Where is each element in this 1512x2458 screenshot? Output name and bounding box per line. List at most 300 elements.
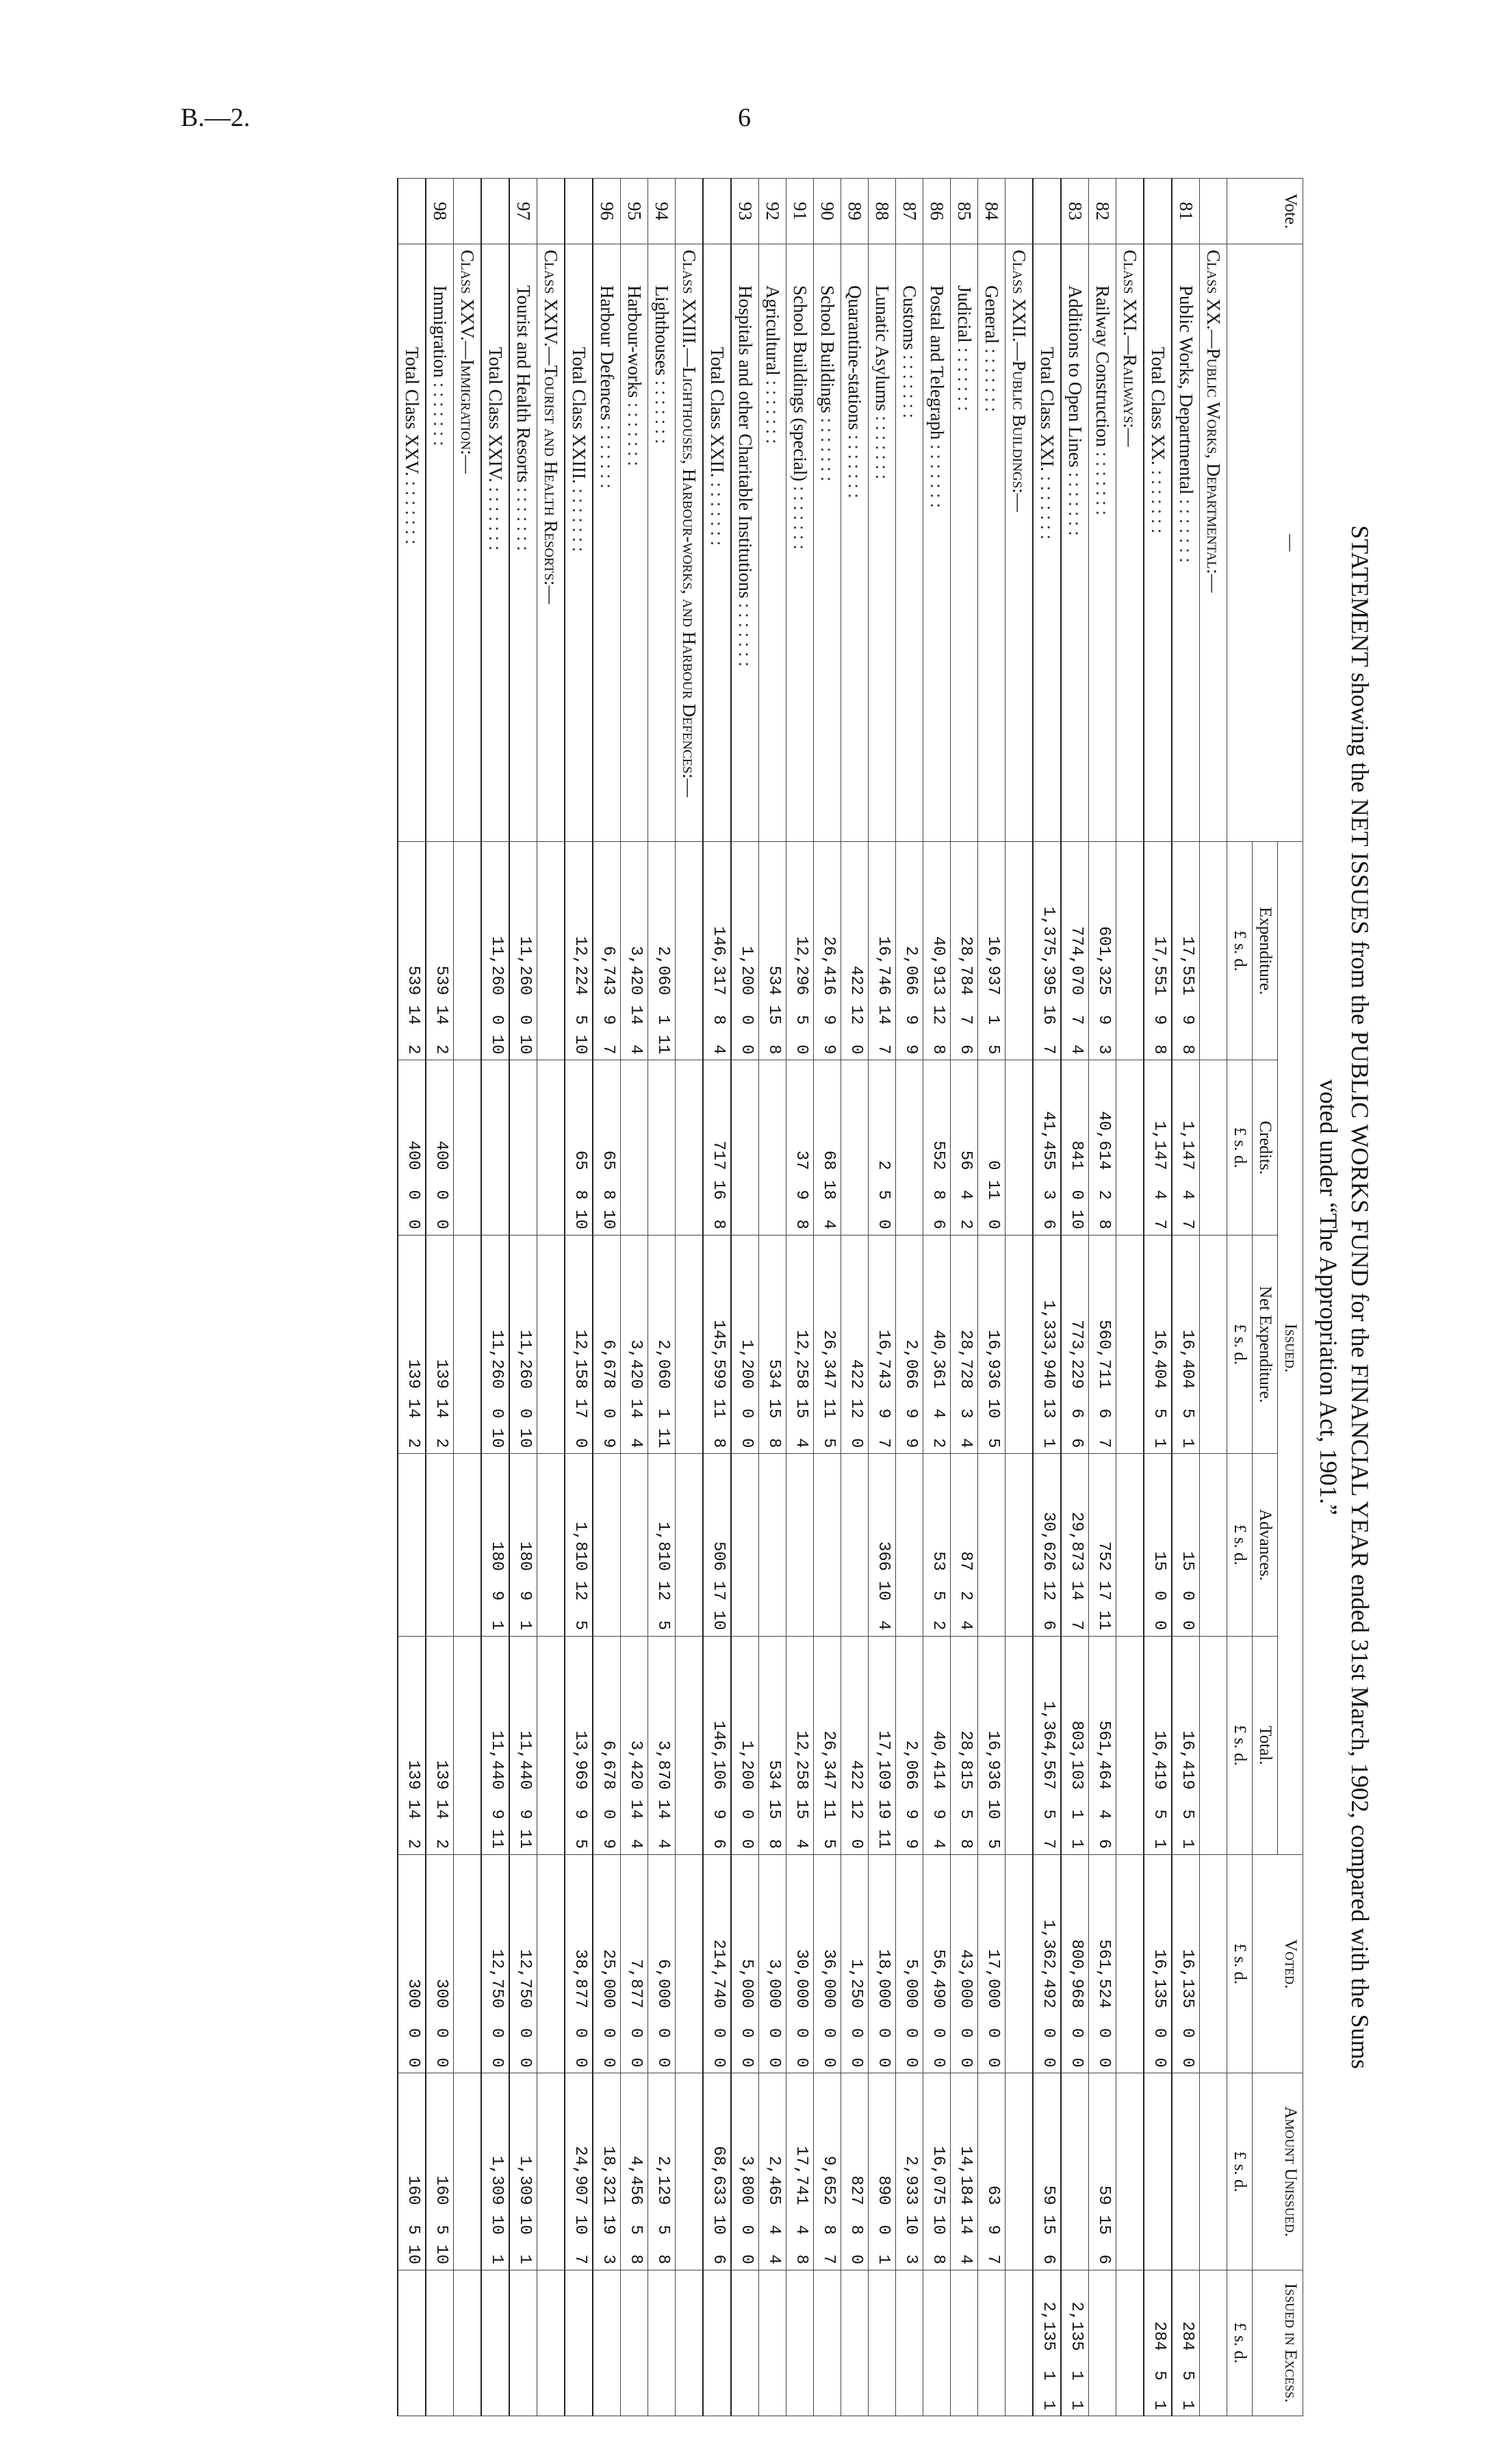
advances-cell: 366 10 4 bbox=[869, 1454, 896, 1636]
empty-cell bbox=[454, 1454, 482, 1636]
empty-cell bbox=[1200, 2073, 1227, 2270]
total-total-cell: 146,106 9 6 bbox=[703, 1636, 731, 1854]
vote-number: 92 bbox=[759, 179, 786, 244]
expenditure-cell: 16,746 14 7 bbox=[869, 841, 896, 1060]
voted-cell: 800,968 0 0 bbox=[1061, 1855, 1089, 2073]
class-total-label: Total Class XXII. : : : : : : : bbox=[703, 244, 731, 841]
vote-number: 88 bbox=[869, 179, 896, 244]
table-row bbox=[814, 179, 841, 2416]
table-row bbox=[648, 179, 676, 2416]
total-expenditure-cell: 1,375,395 16 7 bbox=[1033, 841, 1061, 1060]
total-excess-cell bbox=[398, 2270, 426, 2416]
total-cell: 1,200 0 0 bbox=[731, 1636, 759, 1854]
total-total-cell: 13,969 9 5 bbox=[565, 1636, 593, 1854]
voted-cell: 6,000 0 0 bbox=[648, 1855, 676, 2073]
total-cell: 422 12 0 bbox=[841, 1636, 869, 1854]
class-heading-row bbox=[1200, 179, 1227, 2416]
empty-cell bbox=[676, 2270, 704, 2416]
empty-cell bbox=[1200, 1855, 1227, 2073]
unissued-cell: 17,741 4 8 bbox=[786, 2073, 814, 2270]
vote-cell bbox=[481, 179, 509, 244]
excess-cell: 2,135 1 1 bbox=[1061, 2270, 1089, 2416]
excess-cell bbox=[621, 2270, 648, 2416]
credits-cell: 2 5 0 bbox=[869, 1060, 896, 1236]
empty-cell bbox=[454, 1235, 482, 1453]
empty-cell bbox=[1116, 1454, 1144, 1636]
table-row bbox=[509, 179, 537, 2416]
empty-cell bbox=[676, 1636, 704, 1854]
empty-cell bbox=[1116, 2073, 1144, 2270]
class-heading-row bbox=[1005, 179, 1034, 2416]
table-row bbox=[731, 179, 759, 2416]
vote-cell bbox=[1144, 179, 1172, 244]
credits-cell: 0 11 0 bbox=[978, 1060, 1005, 1236]
total-excess-cell: 2,135 1 1 bbox=[1033, 2270, 1061, 2416]
empty-cell bbox=[1005, 1454, 1034, 1636]
empty-cell bbox=[537, 2073, 565, 2270]
net-cell: 1,200 0 0 bbox=[731, 1235, 759, 1453]
net-cell: 40,361 4 2 bbox=[923, 1235, 951, 1453]
total-net-cell: 16,404 5 1 bbox=[1144, 1235, 1172, 1453]
empty-cell bbox=[1005, 2073, 1034, 2270]
credits-cell bbox=[621, 1060, 648, 1236]
total-total-cell: 11,440 9 11 bbox=[481, 1636, 509, 1854]
voted-cell: 5,000 0 0 bbox=[731, 1855, 759, 2073]
expenditure-cell: 40,913 12 8 bbox=[923, 841, 951, 1060]
total-unissued-cell: 59 15 6 bbox=[1033, 2073, 1061, 2270]
total-cell: 16,419 5 1 bbox=[1172, 1636, 1200, 1854]
empty-cell bbox=[1200, 1235, 1227, 1453]
voted-cell: 5,000 0 0 bbox=[896, 1855, 923, 2073]
total-cell: 2,066 9 9 bbox=[896, 1636, 923, 1854]
total-unissued-cell: 160 5 10 bbox=[398, 2073, 426, 2270]
net-cell: 16,743 9 7 bbox=[869, 1235, 896, 1453]
table-row bbox=[841, 179, 869, 2416]
total-cell: 3,870 14 4 bbox=[648, 1636, 676, 1854]
table-row bbox=[593, 179, 621, 2416]
table-row bbox=[896, 179, 923, 2416]
class-heading-row bbox=[1116, 179, 1144, 2416]
empty-cell bbox=[454, 2073, 482, 2270]
excess-cell bbox=[1089, 2270, 1116, 2416]
statement-body bbox=[398, 179, 1227, 2416]
credits-cell: 68 18 4 bbox=[814, 1060, 841, 1236]
unissued-cell: 4,456 5 8 bbox=[621, 2073, 648, 2270]
excess-cell bbox=[923, 2270, 951, 2416]
currency-units-label: £ s. d. bbox=[1227, 2073, 1253, 2270]
advances-cell: 29,873 14 7 bbox=[1061, 1454, 1089, 1636]
advances-cell bbox=[593, 1454, 621, 1636]
total-cell: 28,815 5 8 bbox=[951, 1636, 978, 1854]
advances-cell bbox=[786, 1454, 814, 1636]
empty-cell bbox=[454, 1855, 482, 2073]
class-heading: Class XX.—Public Works, Departmental:— bbox=[1200, 244, 1227, 841]
total-cell: 803,103 1 1 bbox=[1061, 1636, 1089, 1854]
vote-number: 81 bbox=[1172, 179, 1200, 244]
voted-cell: 25,000 0 0 bbox=[593, 1855, 621, 2073]
unissued-cell: 2,465 4 4 bbox=[759, 2073, 786, 2270]
empty-cell bbox=[1200, 1454, 1227, 1636]
total-voted-cell: 16,135 0 0 bbox=[1144, 1855, 1172, 2073]
class-total-row bbox=[398, 179, 426, 2416]
table-row bbox=[1172, 179, 1200, 2416]
total-cell: 3,420 14 4 bbox=[621, 1636, 648, 1854]
unissued-cell: 160 5 10 bbox=[426, 2073, 454, 2270]
empty-cell bbox=[537, 1636, 565, 1854]
empty-cell bbox=[537, 1060, 565, 1236]
total-credits-cell: 1,147 4 7 bbox=[1144, 1060, 1172, 1236]
empty-cell bbox=[676, 1060, 704, 1236]
item-name: Lunatic Asylums : : : : : : : bbox=[869, 244, 896, 841]
total-advances-cell: 1,810 12 5 bbox=[565, 1454, 593, 1636]
excess-cell bbox=[426, 2270, 454, 2416]
empty-cell bbox=[537, 841, 565, 1060]
vote-number: 95 bbox=[621, 179, 648, 244]
vote-number: 94 bbox=[648, 179, 676, 244]
vote-number: 89 bbox=[841, 179, 869, 244]
item-name: Quarantine-stations : : : : : : : bbox=[841, 244, 869, 841]
expenditure-cell: 2,066 9 9 bbox=[896, 841, 923, 1060]
empty-cell bbox=[1005, 2270, 1034, 2416]
class-total-row bbox=[1033, 179, 1061, 2416]
total-cell: 534 15 8 bbox=[759, 1636, 786, 1854]
class-total-row bbox=[481, 179, 509, 2416]
total-cell: 40,414 9 4 bbox=[923, 1636, 951, 1854]
credits-cell: 65 8 10 bbox=[593, 1060, 621, 1236]
total-credits-cell: 65 8 10 bbox=[565, 1060, 593, 1236]
vote-cell bbox=[703, 179, 731, 244]
vote-cell bbox=[1200, 179, 1227, 244]
vote-header: Vote. bbox=[1227, 179, 1303, 244]
class-total-row bbox=[565, 179, 593, 2416]
advances-header: Advances. bbox=[1253, 1454, 1278, 1636]
total-unissued-cell bbox=[1144, 2073, 1172, 2270]
item-name: Public Works, Departmental : : : : : : : bbox=[1172, 244, 1200, 841]
currency-units-label: £ s. d. bbox=[1227, 1235, 1253, 1453]
item-name: Judicial : : : : : : : bbox=[951, 244, 978, 841]
total-net-cell: 12,158 17 0 bbox=[565, 1235, 593, 1453]
total-cell: 561,464 4 6 bbox=[1089, 1636, 1116, 1854]
expenditure-cell: 2,060 1 11 bbox=[648, 841, 676, 1060]
excess-cell bbox=[648, 2270, 676, 2416]
total-total-cell: 1,364,567 5 7 bbox=[1033, 1636, 1061, 1854]
expenditure-cell: 26,416 9 9 bbox=[814, 841, 841, 1060]
empty-cell bbox=[1005, 1060, 1034, 1236]
excess-cell bbox=[869, 2270, 896, 2416]
credits-cell: 56 4 2 bbox=[951, 1060, 978, 1236]
credits-cell: 40,614 2 8 bbox=[1089, 1060, 1116, 1236]
vote-cell bbox=[565, 179, 593, 244]
voted-cell: 561,524 0 0 bbox=[1089, 1855, 1116, 2073]
total-advances-cell: 180 9 1 bbox=[481, 1454, 509, 1636]
rotated-statement-page bbox=[171, 178, 1376, 2416]
voted-cell: 36,000 0 0 bbox=[814, 1855, 841, 2073]
statement-table bbox=[397, 178, 1303, 2416]
expenditure-cell: 12,296 5 0 bbox=[786, 841, 814, 1060]
total-net-cell: 1,333,940 13 1 bbox=[1033, 1235, 1061, 1453]
vote-number: 91 bbox=[786, 179, 814, 244]
empty-cell bbox=[454, 1636, 482, 1854]
table-row bbox=[1089, 179, 1116, 2416]
vote-number: 86 bbox=[923, 179, 951, 244]
empty-cell bbox=[1116, 1060, 1144, 1236]
total-advances-cell: 30,626 12 6 bbox=[1033, 1454, 1061, 1636]
total-cell: 11,440 9 11 bbox=[509, 1636, 537, 1854]
table-row bbox=[759, 179, 786, 2416]
vote-number: 98 bbox=[426, 179, 454, 244]
total-advances-cell: 15 0 0 bbox=[1144, 1454, 1172, 1636]
expenditure-header: Expenditure. bbox=[1253, 841, 1278, 1060]
class-heading-row bbox=[454, 179, 482, 2416]
empty-cell bbox=[1116, 1636, 1144, 1854]
empty-cell bbox=[537, 2270, 565, 2416]
item-name: School Buildings (special) : : : : : : : bbox=[786, 244, 814, 841]
currency-units-label: £ s. d. bbox=[1227, 1636, 1253, 1854]
unissued-cell: 2,129 5 8 bbox=[648, 2073, 676, 2270]
total-expenditure-cell: 11,260 0 10 bbox=[481, 841, 509, 1060]
net-cell: 28,728 3 4 bbox=[951, 1235, 978, 1453]
item-name: Agricultural : : : : : : : bbox=[759, 244, 786, 841]
total-cell: 139 14 2 bbox=[426, 1636, 454, 1854]
currency-units-label: £ s. d. bbox=[1227, 841, 1253, 1060]
expenditure-cell: 1,200 0 0 bbox=[731, 841, 759, 1060]
advances-cell: 53 5 2 bbox=[923, 1454, 951, 1636]
total-excess-cell bbox=[703, 2270, 731, 2416]
voted-cell: 16,135 0 0 bbox=[1172, 1855, 1200, 2073]
total-cell: 16,936 10 5 bbox=[978, 1636, 1005, 1854]
excess-cell bbox=[841, 2270, 869, 2416]
expenditure-cell: 11,260 0 10 bbox=[509, 841, 537, 1060]
credits-cell: 841 0 10 bbox=[1061, 1060, 1089, 1236]
item-name: Harbour Defences : : : : : : : bbox=[593, 244, 621, 841]
class-heading-row bbox=[537, 179, 565, 2416]
table-row bbox=[621, 179, 648, 2416]
net-cell: 773,229 6 6 bbox=[1061, 1235, 1089, 1453]
page-number: 6 bbox=[738, 103, 751, 132]
voted-cell: 17,000 0 0 bbox=[978, 1855, 1005, 2073]
advances-cell bbox=[759, 1454, 786, 1636]
class-heading: Class XXI.—Railways:— bbox=[1116, 244, 1144, 841]
credits-cell bbox=[896, 1060, 923, 1236]
advances-cell bbox=[731, 1454, 759, 1636]
advances-cell: 180 9 1 bbox=[509, 1454, 537, 1636]
total-cell: 26,347 11 5 bbox=[814, 1636, 841, 1854]
class-total-label: Total Class XXIV. : : : : : : : bbox=[481, 244, 509, 841]
empty-cell bbox=[1005, 1636, 1034, 1854]
advances-cell bbox=[621, 1454, 648, 1636]
total-credits-cell: 400 0 0 bbox=[398, 1060, 426, 1236]
empty-cell bbox=[454, 2270, 482, 2416]
vote-cell bbox=[676, 179, 704, 244]
voted-cell: 1,250 0 0 bbox=[841, 1855, 869, 2073]
net-cell: 422 12 0 bbox=[841, 1235, 869, 1453]
unissued-cell: 16,075 10 8 bbox=[923, 2073, 951, 2270]
table-row bbox=[786, 179, 814, 2416]
unissued-cell: 9,652 8 7 bbox=[814, 2073, 841, 2270]
class-total-row bbox=[1144, 179, 1172, 2416]
currency-units-label: £ s. d. bbox=[1227, 1060, 1253, 1236]
item-name: Lighthouses : : : : : : : bbox=[648, 244, 676, 841]
unissued-cell: 827 8 0 bbox=[841, 2073, 869, 2270]
vote-cell bbox=[454, 179, 482, 244]
voted-cell: 43,000 0 0 bbox=[951, 1855, 978, 2073]
expenditure-cell: 534 15 8 bbox=[759, 841, 786, 1060]
net-cell: 16,404 5 1 bbox=[1172, 1235, 1200, 1453]
empty-cell bbox=[1005, 1235, 1034, 1453]
empty-cell bbox=[1116, 2270, 1144, 2416]
credits-cell bbox=[841, 1060, 869, 1236]
item-name: Immigration : : : : : : : bbox=[426, 244, 454, 841]
table-row bbox=[923, 179, 951, 2416]
empty-cell bbox=[1200, 1060, 1227, 1236]
total-total-cell: 16,419 5 1 bbox=[1144, 1636, 1172, 1854]
class-heading: Class XXV.—Immigration:— bbox=[454, 244, 482, 841]
voted-cell: 7,877 0 0 bbox=[621, 1855, 648, 2073]
net-cell: 11,260 0 10 bbox=[509, 1235, 537, 1453]
excess-cell bbox=[896, 2270, 923, 2416]
total-excess-cell: 284 5 1 bbox=[1144, 2270, 1172, 2416]
excess-cell bbox=[951, 2270, 978, 2416]
advances-cell bbox=[426, 1454, 454, 1636]
credits-cell bbox=[759, 1060, 786, 1236]
net-cell: 534 15 8 bbox=[759, 1235, 786, 1453]
vote-number: 93 bbox=[731, 179, 759, 244]
empty-cell bbox=[454, 841, 482, 1060]
total-cell: 6,678 0 9 bbox=[593, 1636, 621, 1854]
unissued-cell: 890 0 1 bbox=[869, 2073, 896, 2270]
voted-cell: 56,490 0 0 bbox=[923, 1855, 951, 2073]
total-credits-cell: 717 16 8 bbox=[703, 1060, 731, 1236]
advances-cell bbox=[896, 1454, 923, 1636]
unissued-header: Amount Unissued. bbox=[1253, 2073, 1303, 2270]
unissued-cell: 63 9 7 bbox=[978, 2073, 1005, 2270]
total-excess-cell bbox=[481, 2270, 509, 2416]
unissued-cell: 3,800 0 0 bbox=[731, 2073, 759, 2270]
expenditure-cell: 3,420 14 4 bbox=[621, 841, 648, 1060]
class-total-row bbox=[703, 179, 731, 2416]
credits-cell bbox=[509, 1060, 537, 1236]
voted-cell: 300 0 0 bbox=[426, 1855, 454, 2073]
advances-cell bbox=[978, 1454, 1005, 1636]
class-heading: Class XXII.—Public Buildings:— bbox=[1005, 244, 1034, 841]
class-total-label: Total Class XX. : : : : : : : bbox=[1144, 244, 1172, 841]
total-cell: 12,258 15 4 bbox=[786, 1636, 814, 1854]
class-heading: Class XXIII.—Lighthouses, Harbour-works, and Harbour Defences:— bbox=[676, 244, 704, 841]
table-row bbox=[426, 179, 454, 2416]
total-expenditure-cell: 539 14 2 bbox=[398, 841, 426, 1060]
total-voted-cell: 300 0 0 bbox=[398, 1855, 426, 2073]
description-header: — bbox=[1227, 244, 1303, 841]
item-name: Customs : : : : : : : bbox=[896, 244, 923, 841]
vote-number: 87 bbox=[896, 179, 923, 244]
excess-cell bbox=[814, 2270, 841, 2416]
total-voted-cell: 12,750 0 0 bbox=[481, 1855, 509, 2073]
advances-cell: 15 0 0 bbox=[1172, 1454, 1200, 1636]
net-cell: 16,936 10 5 bbox=[978, 1235, 1005, 1453]
unissued-cell: 14,184 14 4 bbox=[951, 2073, 978, 2270]
unissued-cell bbox=[1061, 2073, 1089, 2270]
total-advances-cell: 506 17 10 bbox=[703, 1454, 731, 1636]
empty-cell bbox=[537, 1454, 565, 1636]
currency-units-label: £ s. d. bbox=[1227, 2270, 1253, 2416]
advances-cell bbox=[841, 1454, 869, 1636]
empty-cell bbox=[537, 1855, 565, 2073]
table-row bbox=[1061, 179, 1089, 2416]
unissued-cell: 1,309 10 1 bbox=[509, 2073, 537, 2270]
excess-cell bbox=[978, 2270, 1005, 2416]
statement-title bbox=[1313, 178, 1376, 2416]
expenditure-cell: 17,551 9 8 bbox=[1172, 841, 1200, 1060]
class-heading: Class XXIV.—Tourist and Health Resorts:— bbox=[537, 244, 565, 841]
vote-number: 82 bbox=[1089, 179, 1116, 244]
advances-cell bbox=[814, 1454, 841, 1636]
credits-cell bbox=[648, 1060, 676, 1236]
excess-cell: 284 5 1 bbox=[1172, 2270, 1200, 2416]
total-advances-cell bbox=[398, 1454, 426, 1636]
item-name: Additions to Open Lines : : : : : : : bbox=[1061, 244, 1089, 841]
credits-cell bbox=[731, 1060, 759, 1236]
vote-cell bbox=[537, 179, 565, 244]
voted-header: Voted. bbox=[1253, 1855, 1303, 2073]
table-row bbox=[951, 179, 978, 2416]
total-net-cell: 139 14 2 bbox=[398, 1235, 426, 1453]
item-name: School Buildings : : : : : : : bbox=[814, 244, 841, 841]
item-name: General : : : : : : : bbox=[978, 244, 1005, 841]
credits-cell: 37 9 8 bbox=[786, 1060, 814, 1236]
item-name: Harbour-works : : : : : : : bbox=[621, 244, 648, 841]
unissued-cell: 18,321 19 3 bbox=[593, 2073, 621, 2270]
voted-cell: 12,750 0 0 bbox=[509, 1855, 537, 2073]
title-line-1: STATEMENT showing the NET ISSUES from the PUBLIC WORKS FUND for the FINANCIAL YEAR ended 31st March, 1902, compared with the Sums bbox=[1346, 525, 1374, 2069]
voted-cell: 3,000 0 0 bbox=[759, 1855, 786, 2073]
empty-cell bbox=[454, 1060, 482, 1236]
credits-header: Credits. bbox=[1253, 1060, 1278, 1236]
total-credits-cell: 41,455 3 6 bbox=[1033, 1060, 1061, 1236]
credits-cell: 1,147 4 7 bbox=[1172, 1060, 1200, 1236]
item-name: Railway Construction : : : : : : : bbox=[1089, 244, 1116, 841]
total-total-cell: 139 14 2 bbox=[398, 1636, 426, 1854]
total-cell: 17,109 19 11 bbox=[869, 1636, 896, 1854]
item-name: Hospitals and other Charitable Institutions : : : : : : : bbox=[731, 244, 759, 841]
total-net-cell: 145,599 11 8 bbox=[703, 1235, 731, 1453]
vote-number: 90 bbox=[814, 179, 841, 244]
empty-cell bbox=[1200, 1636, 1227, 1854]
excess-cell bbox=[759, 2270, 786, 2416]
vote-number: 97 bbox=[509, 179, 537, 244]
net-cell: 2,066 9 9 bbox=[896, 1235, 923, 1453]
expenditure-cell: 422 12 0 bbox=[841, 841, 869, 1060]
empty-cell bbox=[676, 1454, 704, 1636]
class-heading-row bbox=[676, 179, 704, 2416]
empty-cell bbox=[1200, 841, 1227, 1060]
voted-cell: 18,000 0 0 bbox=[869, 1855, 896, 2073]
voted-cell: 30,000 0 0 bbox=[786, 1855, 814, 2073]
class-total-label: Total Class XXV. : : : : : : : bbox=[398, 244, 426, 841]
advances-cell: 752 17 11 bbox=[1089, 1454, 1116, 1636]
empty-cell bbox=[1005, 1855, 1034, 2073]
net-cell: 26,347 11 5 bbox=[814, 1235, 841, 1453]
vote-number: 83 bbox=[1061, 179, 1089, 244]
total-voted-cell: 1,362,492 0 0 bbox=[1033, 1855, 1061, 2073]
expenditure-cell: 28,784 7 6 bbox=[951, 841, 978, 1060]
total-unissued-cell: 68,633 10 6 bbox=[703, 2073, 731, 2270]
unissued-cell bbox=[1172, 2073, 1200, 2270]
total-expenditure-cell: 17,551 9 8 bbox=[1144, 841, 1172, 1060]
empty-cell bbox=[676, 2073, 704, 2270]
currency-units-label: £ s. d. bbox=[1227, 1454, 1253, 1636]
total-voted-cell: 214,740 0 0 bbox=[703, 1855, 731, 2073]
net-cell: 6,678 0 9 bbox=[593, 1235, 621, 1453]
